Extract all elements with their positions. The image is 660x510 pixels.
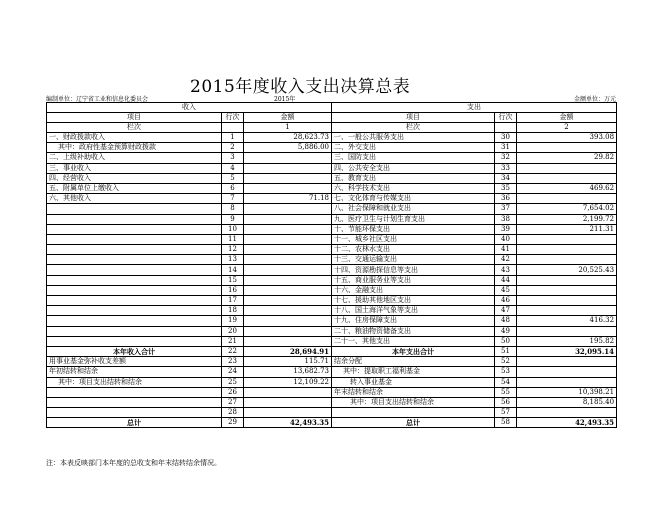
expense-row-number: 31 (495, 143, 517, 153)
income-row-number: 29 (222, 418, 244, 428)
expense-amount (517, 326, 617, 336)
income-amount (244, 387, 332, 397)
table-row (47, 418, 617, 428)
income-amount: 5,886.00 (244, 143, 332, 153)
expense-row-number: 54 (495, 377, 517, 387)
table-row (47, 204, 617, 214)
income-item-name (47, 306, 222, 316)
income-item-name (47, 408, 222, 418)
income-amount (244, 245, 332, 255)
expense-item-name: 总计 (332, 418, 495, 428)
table-row (47, 397, 617, 407)
income-amount: 12,109.22 (244, 377, 332, 387)
expense-amount (517, 285, 617, 295)
table-row (47, 306, 617, 316)
expense-amount (517, 194, 617, 204)
expense-item-name: 二十、粮油物资储备支出 (332, 326, 495, 336)
income-col-number: 1 (244, 123, 332, 133)
income-item-name (47, 224, 222, 234)
table-row (47, 387, 617, 397)
income-amount: 115.71 (244, 357, 332, 367)
expense-amount: 29.82 (517, 153, 617, 163)
expense-item-name: 十四、资源勘探信息等支出 (332, 265, 495, 275)
expense-row-number: 44 (495, 275, 517, 285)
expense-amount (517, 367, 617, 377)
expense-row-number: 36 (495, 194, 517, 204)
expense-item-name: 十五、商业服务业等支出 (332, 275, 495, 285)
expense-amount (517, 408, 617, 418)
expense-amount: 469.62 (517, 183, 617, 193)
income-item-name: 本年收入合计 (47, 346, 222, 356)
expense-row-number: 53 (495, 367, 517, 377)
expense-amount (517, 357, 617, 367)
income-item-name (47, 255, 222, 265)
expense-item-name: 结余分配 (332, 357, 495, 367)
expense-item-name: 十九、住房保障支出 (332, 316, 495, 326)
expense-amount: 195.82 (517, 336, 617, 346)
income-amount (244, 296, 332, 306)
expense-amount (517, 143, 617, 153)
expense-row-number: 35 (495, 183, 517, 193)
table-row (47, 367, 617, 377)
income-row-number: 18 (222, 306, 244, 316)
income-amount (244, 316, 332, 326)
table-row (47, 296, 617, 306)
expense-amount: 8,185.40 (517, 397, 617, 407)
income-item-name: 四、经营收入 (47, 173, 222, 183)
empty-cell (495, 123, 517, 133)
table-row (47, 265, 617, 275)
income-row-number: 9 (222, 214, 244, 224)
expense-amount: 32,095.14 (517, 346, 617, 356)
income-item-name (47, 397, 222, 407)
expense-item-name: 十、节能环保支出 (332, 224, 495, 234)
expense-item-name: 一、一般公共服务支出 (332, 133, 495, 143)
expense-item-name: 八、社会保障和就业支出 (332, 204, 495, 214)
expense-item-name: 本年支出合计 (332, 346, 495, 356)
expense-row-number: 39 (495, 224, 517, 234)
income-row-number: 15 (222, 275, 244, 285)
table-row (47, 163, 617, 173)
income-amount (244, 265, 332, 275)
expense-col-number: 2 (517, 123, 617, 133)
table-row (47, 153, 617, 163)
income-row-number: 20 (222, 326, 244, 336)
expense-row-number: 52 (495, 357, 517, 367)
income-item-name: 其中：项目支出结转和结余 (47, 377, 222, 387)
income-row-number: 8 (222, 204, 244, 214)
expense-row-number: 40 (495, 234, 517, 244)
expense-item-name: 三、国防支出 (332, 153, 495, 163)
expense-amount-header: 金额 (517, 113, 617, 123)
table-row (47, 285, 617, 295)
income-item-name: 用事业基金弥补收支差额 (47, 357, 222, 367)
expense-amount (517, 275, 617, 285)
expense-amount (517, 234, 617, 244)
column-header-row (47, 113, 617, 123)
section-header-row (47, 103, 617, 113)
expense-amount (517, 306, 617, 316)
income-amount (244, 234, 332, 244)
income-row-number: 19 (222, 316, 244, 326)
income-amount (244, 183, 332, 193)
income-amount: 28,694.91 (244, 346, 332, 356)
income-row-number: 1 (222, 133, 244, 143)
income-amount (244, 326, 332, 336)
footnote: 注：本表反映部门本年度的总收支和年末结转结余情况。 (46, 459, 221, 467)
expense-item-name: 九、医疗卫生与计划生育支出 (332, 214, 495, 224)
income-amount (244, 408, 332, 418)
income-row-number: 2 (222, 143, 244, 153)
table-row (47, 275, 617, 285)
expense-row-number: 37 (495, 204, 517, 214)
expense-row-number: 47 (495, 306, 517, 316)
income-amount: 13,682.73 (244, 367, 332, 377)
compiling-unit: 编制单位：辽宁省工业和信息化委员会 (46, 96, 149, 103)
expense-amount (517, 377, 617, 387)
income-item-name: 年初结转和结余 (47, 367, 222, 377)
expense-row-number: 55 (495, 387, 517, 397)
expense-item-name: 六、科学技术支出 (332, 183, 495, 193)
income-amount (244, 285, 332, 295)
report-title: 2015年度收入支出决算总表 (190, 77, 411, 97)
currency-unit: 金额单位：万元 (573, 96, 616, 103)
income-item-name (47, 204, 222, 214)
expense-amount (517, 255, 617, 265)
income-amount (244, 173, 332, 183)
income-item-name (47, 275, 222, 285)
expense-row-number: 51 (495, 346, 517, 356)
income-amount (244, 204, 332, 214)
income-col-label: 栏次 (47, 123, 222, 133)
table-row (47, 326, 617, 336)
expense-row-number: 41 (495, 245, 517, 255)
income-item-name: 其中：政府性基金预算财政拨款 (47, 143, 222, 153)
expense-row-number: 57 (495, 408, 517, 418)
table-row (47, 224, 617, 234)
expense-amount (517, 163, 617, 173)
expense-amount (517, 245, 617, 255)
income-row-header: 行次 (222, 113, 244, 123)
income-amount (244, 336, 332, 346)
income-row-number: 6 (222, 183, 244, 193)
expense-item-name: 二十一、其他支出 (332, 336, 495, 346)
table-row (47, 143, 617, 153)
expense-amount: 416.32 (517, 316, 617, 326)
expense-item-name: 二、外交支出 (332, 143, 495, 153)
expense-amount: 393.08 (517, 133, 617, 143)
income-amount (244, 153, 332, 163)
expense-item-name: 四、公共安全支出 (332, 163, 495, 173)
table-row (47, 255, 617, 265)
income-item-name: 一、财政拨款收入 (47, 133, 222, 143)
expense-row-number: 58 (495, 418, 517, 428)
expense-item-name: 年末结转和结余 (332, 387, 495, 397)
income-amount (244, 275, 332, 285)
budget-table (46, 102, 617, 428)
expense-row-number: 33 (495, 163, 517, 173)
income-item-name: 总计 (47, 418, 222, 428)
expense-amount: 10,398.21 (517, 387, 617, 397)
table-row (47, 408, 617, 418)
income-item-name (47, 245, 222, 255)
expense-row-number: 50 (495, 336, 517, 346)
income-amount (244, 163, 332, 173)
expense-row-number: 38 (495, 214, 517, 224)
income-item-header: 项目 (47, 113, 222, 123)
income-row-number: 27 (222, 397, 244, 407)
income-row-number: 14 (222, 265, 244, 275)
expense-row-number: 46 (495, 296, 517, 306)
income-item-name (47, 387, 222, 397)
expense-item-name (332, 408, 495, 418)
expense-col-label: 栏次 (332, 123, 495, 133)
table-row (47, 346, 617, 356)
table-row (47, 234, 617, 244)
table-row (47, 357, 617, 367)
income-item-name (47, 214, 222, 224)
expense-row-number: 32 (495, 153, 517, 163)
income-amount: 42,493.35 (244, 418, 332, 428)
expense-row-number: 56 (495, 397, 517, 407)
income-amount (244, 224, 332, 234)
income-row-number: 16 (222, 285, 244, 295)
income-row-number: 7 (222, 194, 244, 204)
expense-item-name: 其中：提取职工福利基金 (332, 367, 495, 377)
expense-item-name: 七、文化体育与传媒支出 (332, 194, 495, 204)
expense-row-header: 行次 (495, 113, 517, 123)
income-row-number: 5 (222, 173, 244, 183)
income-row-number: 21 (222, 336, 244, 346)
income-amount (244, 397, 332, 407)
income-row-number: 10 (222, 224, 244, 234)
table-row (47, 336, 617, 346)
expense-item-name: 十八、国土海洋气象等支出 (332, 306, 495, 316)
income-item-name (47, 296, 222, 306)
income-item-name (47, 285, 222, 295)
income-row-number: 26 (222, 387, 244, 397)
expense-item-name: 十三、交通运输支出 (332, 255, 495, 265)
expense-amount: 211.31 (517, 224, 617, 234)
income-item-name (47, 326, 222, 336)
expense-row-number: 34 (495, 173, 517, 183)
expense-amount (517, 173, 617, 183)
income-amount (244, 214, 332, 224)
income-item-name (47, 265, 222, 275)
income-row-number: 4 (222, 163, 244, 173)
expense-item-name: 其中：项目支出结转和结余 (332, 397, 495, 407)
expense-row-number: 45 (495, 285, 517, 295)
income-row-number: 24 (222, 367, 244, 377)
income-item-name (47, 336, 222, 346)
income-row-number: 3 (222, 153, 244, 163)
table-row (47, 377, 617, 387)
income-row-number: 11 (222, 234, 244, 244)
expense-amount (517, 296, 617, 306)
expense-section-header: 支出 (332, 103, 617, 113)
expense-row-number: 48 (495, 316, 517, 326)
income-item-name: 三、事业收入 (47, 163, 222, 173)
income-item-name: 五、附属单位上缴收入 (47, 183, 222, 193)
expense-amount: 20,525.43 (517, 265, 617, 275)
table-row (47, 173, 617, 183)
expense-row-number: 30 (495, 133, 517, 143)
income-row-number: 28 (222, 408, 244, 418)
column-index-row (47, 123, 617, 133)
expense-row-number: 49 (495, 326, 517, 336)
income-item-name: 二、上级补助收入 (47, 153, 222, 163)
report-year: 2015年 (274, 96, 296, 103)
expense-amount: 42,493.35 (517, 418, 617, 428)
expense-item-name: 十二、农林水支出 (332, 245, 495, 255)
expense-item-header: 项目 (332, 113, 495, 123)
table-row (47, 183, 617, 193)
income-row-number: 22 (222, 346, 244, 356)
income-amount (244, 306, 332, 316)
income-item-name (47, 316, 222, 326)
expense-item-name: 十一、城乡社区支出 (332, 234, 495, 244)
expense-item-name: 十六、金融支出 (332, 285, 495, 295)
table-row (47, 194, 617, 204)
expense-amount: 2,199.72 (517, 214, 617, 224)
income-row-number: 12 (222, 245, 244, 255)
expense-item-name: 十七、援助其他地区支出 (332, 296, 495, 306)
table-row (47, 214, 617, 224)
expense-amount: 7,654.02 (517, 204, 617, 214)
income-amount: 28,623.73 (244, 133, 332, 143)
income-item-name: 六、其他收入 (47, 194, 222, 204)
expense-row-number: 42 (495, 255, 517, 265)
income-amount-header: 金额 (244, 113, 332, 123)
income-section-header: 收入 (47, 103, 332, 113)
empty-cell (222, 123, 244, 133)
income-row-number: 25 (222, 377, 244, 387)
table-row (47, 316, 617, 326)
table-row (47, 133, 617, 143)
income-item-name (47, 234, 222, 244)
income-row-number: 23 (222, 357, 244, 367)
expense-item-name: 转入事业基金 (332, 377, 495, 387)
expense-item-name: 五、教育支出 (332, 173, 495, 183)
expense-row-number: 43 (495, 265, 517, 275)
income-row-number: 13 (222, 255, 244, 265)
income-row-number: 17 (222, 296, 244, 306)
income-amount: 71.18 (244, 194, 332, 204)
table-row (47, 245, 617, 255)
income-amount (244, 255, 332, 265)
